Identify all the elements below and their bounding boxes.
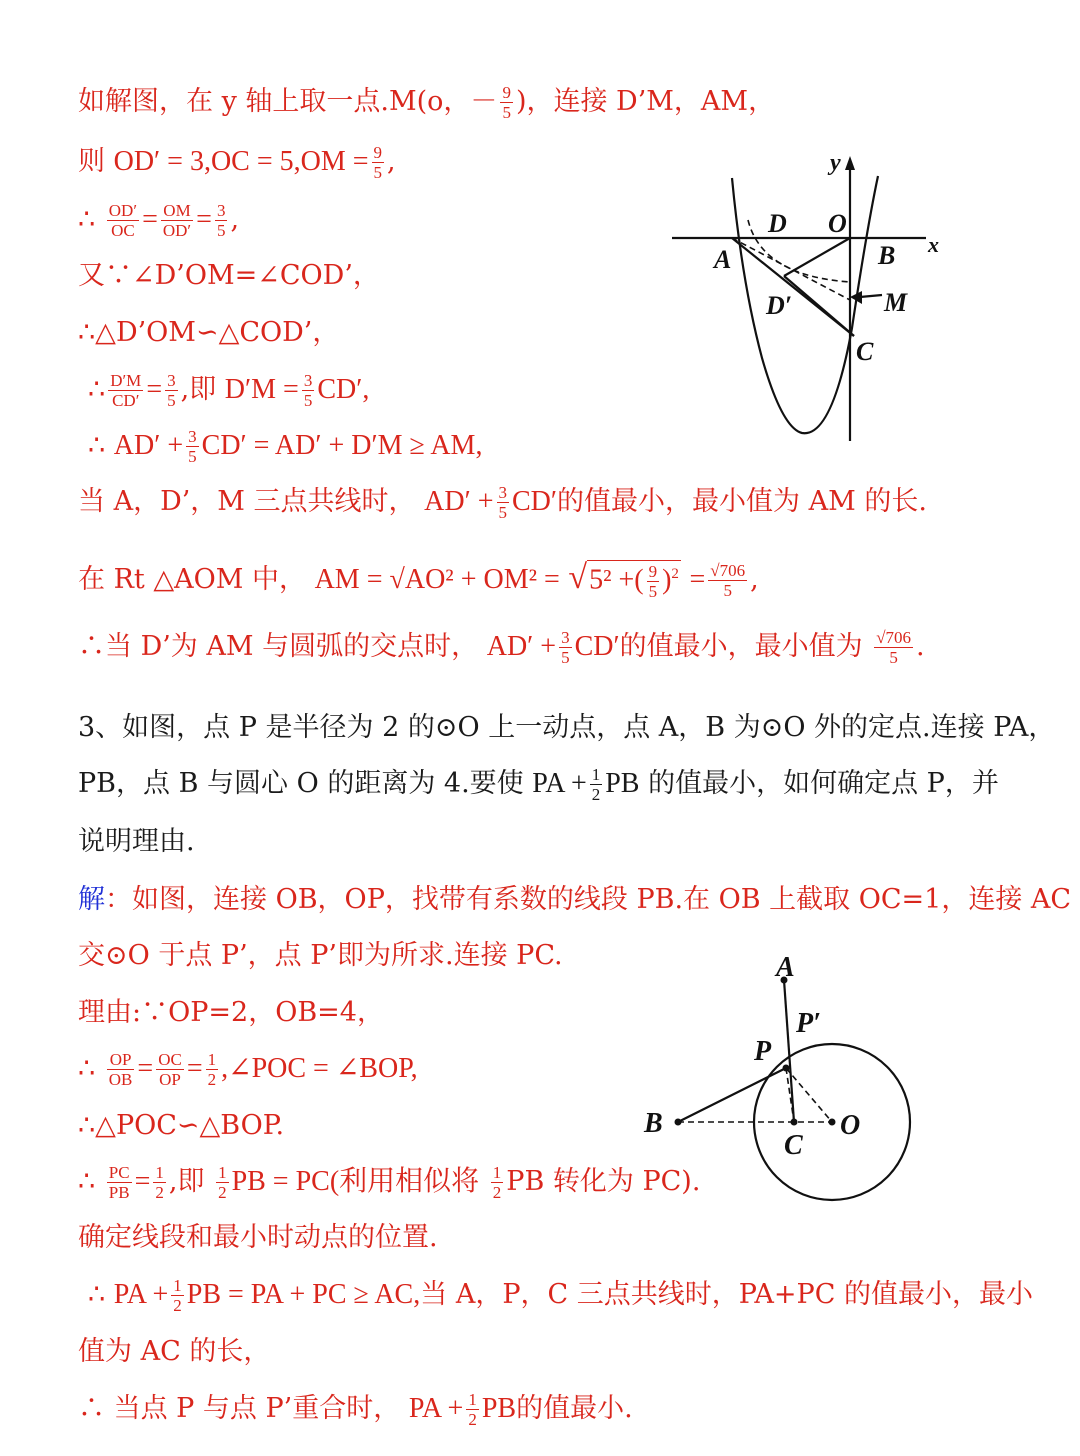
solution-line-7: 确定线段和最小时动点的位置. [78, 1222, 438, 1253]
fraction: $\frac{PC}{PB}$ [108, 1163, 130, 1202]
line-4: 又∵∠D’OM=∠COD’， [78, 260, 380, 291]
fraction: $\frac{9}{5}$ [648, 562, 658, 602]
label-m: M [884, 288, 908, 317]
solution-line-4: ∴ $\frac{OP}{OB}$ = $\frac{OC}{OP}$ = $\frac{1}{2}$ ,∠POC = ∠BOP, [78, 1050, 418, 1089]
label-d-prime: D′ [766, 291, 793, 320]
line-2: 则 OD′ = 3,OC = 5,OM = $\frac{9}{5}$ , [78, 143, 396, 182]
line-8: 当 A，D’，M 三点共线时， AD′ + $\frac{3}{5}$ CD′的值最小，最小值为 AM 的长. [78, 483, 927, 522]
line-9: 在 Rt △AOM 中， AM = √AO² + OM² = √5² +( $\frac{9}{5}$ )$^2$ = $\frac{√706}{5}$ , [78, 559, 759, 602]
label-p: P [754, 1036, 772, 1067]
label-b: B [878, 241, 896, 270]
fraction: $\frac{3}{5}$ [498, 483, 507, 522]
point-c [791, 1119, 798, 1126]
circle-figure [636, 950, 926, 1210]
fraction: $\frac{1}{2}$ [468, 1390, 477, 1429]
sqrt-expression: 5² +( $\frac{9}{5}$ )$^2$ [587, 560, 681, 601]
label-x: x [928, 232, 939, 257]
solution-line-8: ∴ PA + $\frac{1}{2}$ PB = PA + PC ≥ AC,当 A，P，C 三点共线时，PA+PC 的值最小，最小 [88, 1276, 1033, 1315]
label-o: O [840, 1110, 861, 1141]
fraction: $\frac{OD'}{OC}$ [108, 201, 138, 240]
fraction: $\frac{1}{2}$ [218, 1163, 227, 1202]
fraction: $\frac{√706}{5}$ [876, 628, 912, 667]
y-arrow [845, 156, 855, 170]
arrow-to-m [860, 295, 882, 297]
solution-line-9: 值为 AC 的长， [78, 1336, 271, 1367]
line-7: ∴ AD′ + $\frac{3}{5}$ CD′ = AD′ + D′M ≥ AM, [88, 427, 483, 466]
solution-line-1: 解：如图，连接 OB，OP，找带有系数的线段 PB.在 OB 上截取 OC=1，连接 AC [78, 884, 1072, 915]
fraction: $\frac{1}{2}$ [591, 765, 601, 804]
label-o: O [828, 209, 847, 238]
solution-line-2: 交⊙O 于点 P’，点 P’即为所求.连接 PC. [78, 940, 563, 971]
problem-3-line-2: PB，点 B 与圆心 O 的距离为 4.要使 PA + $\frac{1}{2}$ PB 的值最小，如何确定点 P，并 [78, 765, 999, 804]
fraction: $\frac{1}{2}$ [492, 1163, 502, 1202]
fraction: $\frac{3}{5}$ [303, 371, 313, 410]
fraction: $\frac{3}{5}$ [561, 628, 570, 667]
line-1: 如解图，在 y 轴上取一点.M(o，－ $\frac{9}{5}$ )，连接 D’M，AM， [78, 83, 776, 122]
fraction: $\frac{OM}{OD'}$ [162, 201, 192, 240]
parabola-curve [732, 176, 878, 433]
fraction: $\frac{1}{2}$ [207, 1050, 217, 1089]
line-10: ∴当 D’为 AM 与圆弧的交点时， AD′ + $\frac{3}{5}$ CD′的值最小，最小值为 $\frac{√706}{5}$ . [78, 628, 925, 667]
problem-3-line-1: 3、如图，点 P 是半径为 2 的⊙O 上一动点，点 A，B 为⊙O 外的定点.连接 PA， [78, 712, 1056, 743]
fraction: $\frac{3}{5}$ [188, 427, 197, 466]
label-d: D [768, 209, 787, 238]
label-c: C [784, 1130, 803, 1161]
label-a: A [714, 245, 732, 274]
point-o [829, 1119, 836, 1126]
fraction: $\frac{OC}{OP}$ [158, 1050, 182, 1089]
fraction: $\frac{1}{2}$ [155, 1163, 164, 1202]
problem-3-line-3: 说明理由. [78, 826, 195, 857]
line-5: ∴△D’OM∽△COD’， [78, 317, 340, 348]
point-b [675, 1119, 682, 1126]
fraction: $\frac{OP}{OB}$ [108, 1050, 133, 1089]
solution-line-5: ∴△POC∽△BOP. [78, 1110, 285, 1141]
solution-label: 解 [78, 884, 105, 915]
label-p-prime: P′ [796, 1008, 821, 1039]
segment-a-c [784, 980, 794, 1122]
solution-line-6: ∴ $\frac{PC}{PB}$ = $\frac{1}{2}$ ,即 $\frac{1}{2}$ PB = PC(利用相似将 $\frac{1}{2}$ PB 转化为 PC). [78, 1163, 701, 1202]
segment-d-c [784, 276, 854, 336]
fraction: $\frac{3}{5}$ [167, 371, 176, 410]
fraction: $\frac{3}{5}$ [216, 201, 226, 240]
fraction: $\frac{√706}{5}$ [710, 561, 746, 600]
label-a: A [776, 952, 795, 983]
line-3: ∴ $\frac{OD'}{OC}$ = $\frac{OM}{OD'}$ = $\frac{3}{5}$ , [78, 201, 240, 240]
segment-b-p [678, 1068, 786, 1122]
point-p [783, 1065, 790, 1072]
label-b: B [644, 1108, 663, 1139]
fraction: $\frac{9}{5}$ [373, 143, 383, 182]
solution-line-10: ∴ 当点 P 与点 P’重合时， PA + $\frac{1}{2}$ PB的值最小. [78, 1390, 633, 1429]
line-6: ∴ $\frac{D'M}{CD'}$ = $\frac{3}{5}$ ,即 D′M = $\frac{3}{5}$ CD′, [88, 371, 370, 410]
label-c: C [856, 337, 874, 366]
solution-line-3: 理由:∵OP=2，OB=4， [78, 997, 384, 1028]
fraction: $\frac{1}{2}$ [173, 1276, 182, 1315]
fraction: $\frac{9}{5}$ [502, 83, 511, 122]
parabola-figure [662, 148, 952, 448]
label-y: y [830, 150, 841, 176]
fraction: $\frac{D'M}{CD'}$ [110, 371, 142, 410]
